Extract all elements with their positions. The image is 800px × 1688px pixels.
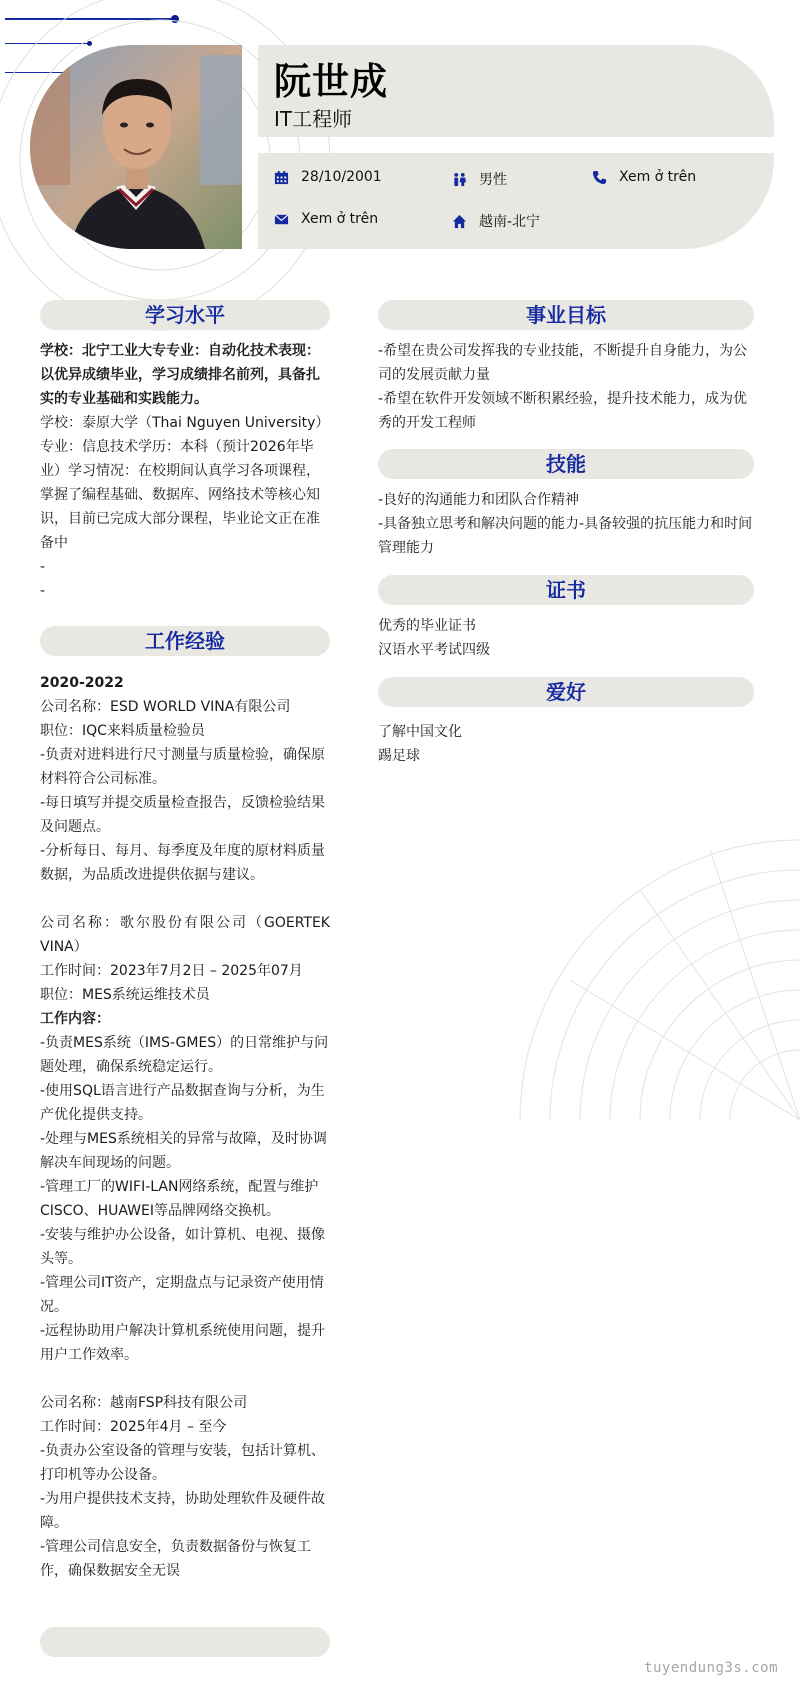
hobbies-heading: 爱好 [378,677,754,707]
envelope-icon [274,212,289,227]
experience-line: 职位：IQC来料质量检验员 [40,723,205,739]
education-line: - [40,559,46,575]
site-watermark: tuyendung3s.com [644,1660,778,1676]
decor-line-1 [5,18,175,20]
experience-period: 2020-2022 [40,675,124,691]
email-value: Xem ở trên [301,211,379,227]
experience-line: 职位：MES系统运维技术员 [40,987,210,1003]
certificate-line: 优秀的毕业证书 [378,618,476,634]
skills-body [378,479,754,560]
experience-line: -负责对进料进行尺寸测量与质量检验，确保原材料符合公司标准。 [40,747,326,787]
header-name-panel [258,45,774,137]
email-item [274,211,378,227]
education-line: 学校：北宁工业大专专业：自动化技术表现：以优异成绩毕业，学习成绩排名前列，具备扎实的专业基础和实践能力。 [40,343,320,407]
hobby-line: 踢足球 [378,748,420,764]
address-item [452,211,540,231]
experience-line: 公司名称：ESD WORLD VINA有限公司 [40,699,291,715]
birthdate-value: 28/10/2001 [301,169,382,185]
people-icon [452,172,467,187]
experience-line: -远程协助用户解决计算机系统使用问题，提升用户工作效率。 [40,1323,326,1363]
experience-line: 公司名称：越南FSP科技有限公司 [40,1395,248,1411]
birthdate-item [274,169,382,185]
experience-line: -负责MES系统（IMS-GMES）的日常维护与问题处理，确保系统稳定运行。 [40,1035,329,1075]
experience-line: 公司名称：歌尔股份有限公司（GOERTEK VINA） [40,915,330,955]
decor-dot-2 [87,41,92,46]
experience-line: -使用SQL语言进行产品数据查询与分析，为生产优化提供支持。 [40,1083,325,1123]
phone-value: Xem ở trên [619,169,697,185]
education-line: - [40,583,46,599]
job-title: IT工程师 [274,107,353,131]
left-column [40,300,330,1657]
skills-heading: 技能 [378,449,754,479]
hobby-line: 了解中国文化 [378,724,462,740]
decor-line-2 [5,43,90,44]
objective-heading: 事业目标 [378,300,754,330]
hobbies-body [378,707,754,768]
decor-line-3 [5,72,63,73]
certificate-line: 汉语水平考试四级 [378,642,490,658]
gender-item [452,169,507,189]
contact-info-panel [258,153,774,249]
profile-photo [30,45,242,249]
experience-line: -每日填写并提交质量检查报告，反馈检验结果及问题点。 [40,795,326,835]
experience-line: -安装与维护办公设备，如计算机、电视、摄像头等。 [40,1227,326,1267]
skills-line: -具备独立思考和解决问题的能力-具备较强的抗压能力和时间管理能力 [378,516,753,556]
right-column [378,300,754,768]
objective-body [378,330,754,435]
experience-line: -处理与MES系统相关的异常与故障，及时协调解决车间现场的问题。 [40,1131,327,1171]
experience-line: -分析每日、每月、每季度及年度的原材料质量数据，为品质改进提供依据与建议。 [40,843,326,883]
experience-line: -管理公司信息安全，负责数据备份与恢复工作，确保数据安全无误 [40,1539,312,1579]
phone-icon [592,170,607,185]
background-arcs-bottom-right [510,830,800,1120]
education-line: 学校：泰原大学（Thai Nguyen University）专业：信息技术学历：本科（预计2026年毕业）学习情况：在校期间认真学习各项课程，掌握了编程基础、数据库、网络技术等核心知识，目前已完成大部分课程，毕业论文正在准备中 [40,415,330,551]
education-heading: 学习水平 [40,300,330,330]
objective-line: -希望在软件开发领域不断积累经验，提升技术能力，成为优秀的开发工程师 [378,391,748,431]
calendar-icon [274,170,289,185]
gender-value: 男性 [479,172,507,188]
objective-line: -希望在贵公司发挥我的专业技能，不断提升自身能力，为公司的发展贡献力量 [378,343,748,383]
certificates-heading: 证书 [378,575,754,605]
decor-dot-1 [171,15,179,23]
experience-line: -管理公司IT资产，定期盘点与记录资产使用情况。 [40,1275,324,1315]
skills-line: -良好的沟通能力和团队合作精神 [378,492,580,508]
experience-body [40,656,330,1583]
experience-line: 工作时间：2023年7月2日 – 2025年07月 [40,963,303,979]
address-value: 越南-北宁 [479,214,541,230]
experience-label: 工作内容： [40,1011,110,1027]
certificates-body [378,605,754,662]
experience-line: -为用户提供技术支持，协助处理软件及硬件故障。 [40,1491,326,1531]
empty-section-heading [40,1627,330,1657]
experience-line: -管理工厂的WIFI-LAN网络系统，配置与维护CISCO、HUAWEI等品牌网络交换机。 [40,1179,319,1219]
phone-item [592,169,696,185]
candidate-name: 阮世成 [274,60,388,103]
experience-heading: 工作经验 [40,626,330,656]
education-body [40,330,330,603]
experience-line: 工作时间：2025年4月 – 至今 [40,1419,227,1435]
experience-line: -负责办公室设备的管理与安装，包括计算机、打印机等办公设备。 [40,1443,326,1483]
home-icon [452,214,467,229]
